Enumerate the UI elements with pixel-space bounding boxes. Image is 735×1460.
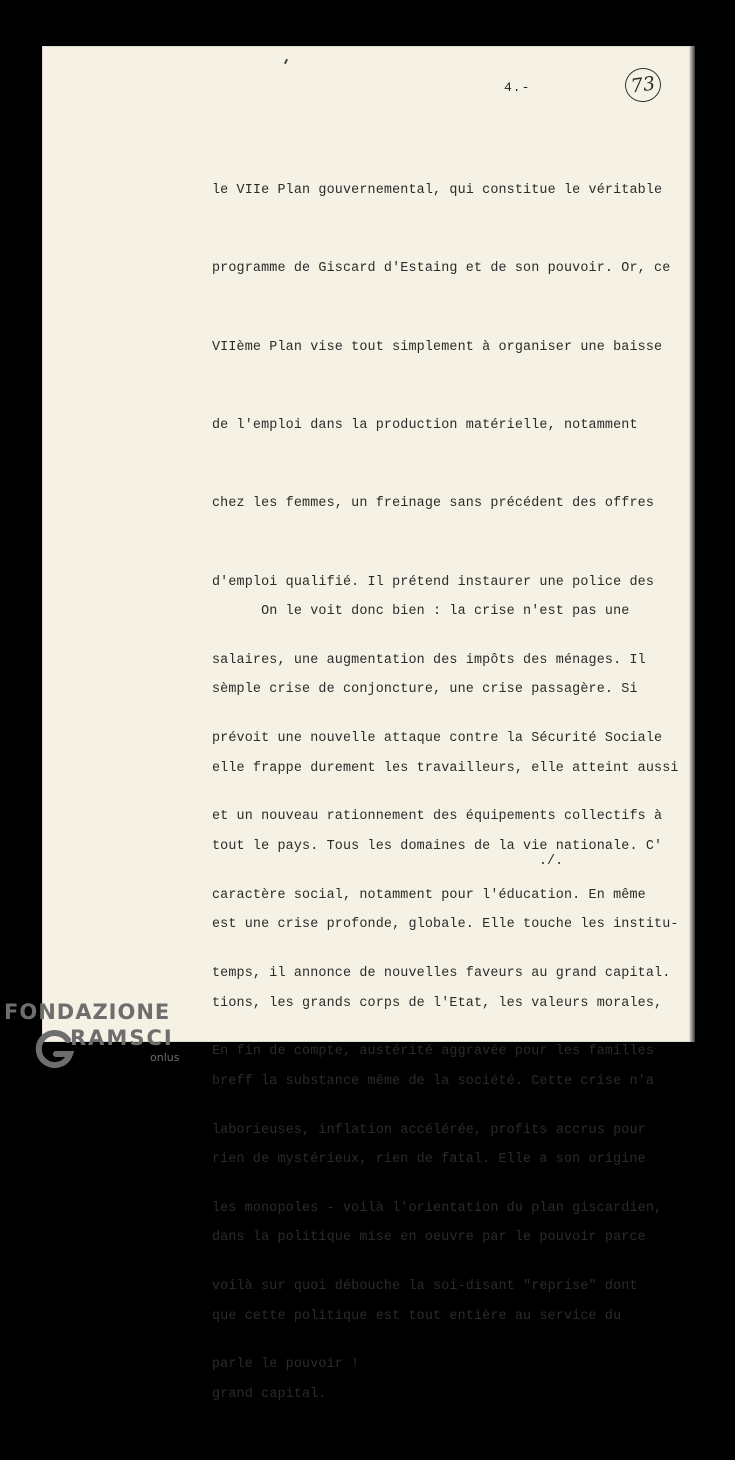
text-line: tions, les grands corps de l'Etat, les valeurs morales, [212,995,663,1011]
text-line: parle le pouvoir ! [212,1357,360,1373]
ink-mark [284,59,288,64]
text-line: dans la politique mise en oeuvre par le pouvoir parce [212,1230,646,1246]
text-line: que cette politique est tout entière au service du [212,1308,622,1324]
watermark-line-2: RAMSCI [70,1026,174,1050]
page-number: 4.- [504,80,531,95]
text-line: grand capital. [212,1387,327,1402]
text-line: prévoit une nouvelle attaque contre la Sécurité Sociale [212,731,663,747]
text-line: programme de Giscard d'Estaing et de son pouvoir. Or, ce [212,261,671,277]
text-line: rien de mystérieux, rien de fatal. Elle a son origine [212,1152,646,1168]
text-line: sèmple crise de conjoncture, une crise passagère. Si [212,682,638,698]
text-line: laborieuses, inflation accélérée, profits accrus pour [212,1122,646,1138]
folio-number-circled [623,66,663,105]
paragraph-2 [212,547,679,1460]
text-line: et un nouveau rationnement des équipements collectifs à [212,809,663,825]
text-line: caractère social, notamment pour l'éducation. En même [212,887,646,903]
text-line: d'emploi qualifié. Il prétend instaurer une police des [212,574,655,590]
paper-edge-right [690,46,695,1042]
text-line: est une crise profonde, globale. Elle touche les institu- [212,917,679,933]
text-line: salaires, une augmentation des impôts des ménages. Il [212,652,646,668]
text-line: temps, il annonce de nouvelles faveurs au grand capital. [212,966,671,981]
text-line: breff la substance même de la société. Cette crise n'a [212,1073,655,1089]
watermark-suffix: onlus [150,1051,180,1064]
continuation-mark: ./. [539,854,564,869]
text-line: les monopoles - voilà l'orientation du plan giscardien, [212,1200,663,1216]
text-line: voilà sur quoi débouche la soi-disant "reprise" dont [212,1279,638,1295]
text-line: de l'emploi dans la production matérielle, notamment [212,418,638,434]
text-line: VIIème Plan vise tout simplement à organiser une baisse [212,339,663,355]
text-line: le VIIe Plan gouvernemental, qui constitue le véritable [212,183,663,199]
text-line: On le voit donc bien : la crise n'est pas une [212,604,630,620]
text-line: elle frappe durement les travailleurs, elle atteint aussi [212,760,679,776]
folio-number: 73 [629,72,657,98]
text-line: tout le pays. Tous les domaines de la vie nationale. C' [212,839,663,855]
text-line: chez les femmes, un freinage sans précédent des offres [212,496,655,512]
watermark-line-1: FONDAZIONE [4,1000,171,1024]
fondazione-gramsci-watermark [4,1000,204,1080]
text-line: En fin de compte, austérité aggravée pour les familles [212,1044,655,1060]
